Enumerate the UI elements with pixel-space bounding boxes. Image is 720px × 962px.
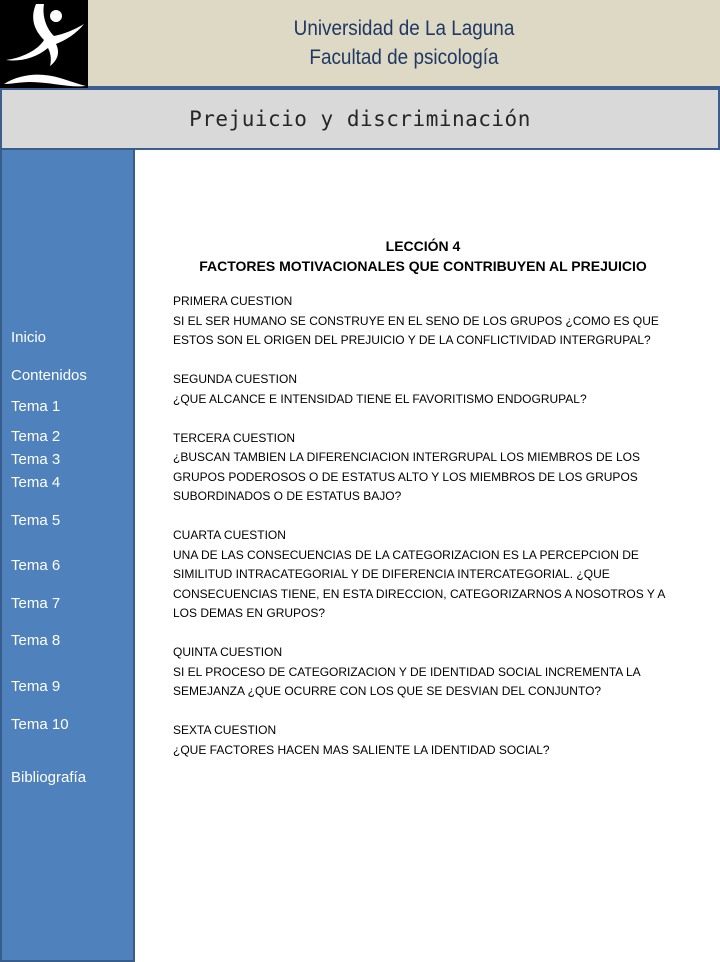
question-text: ¿BUSCAN TAMBIEN LA DIFERENCIACION INTERGRUPAL LOS MIEMBROS DE LOS GRUPOS PODEROSOS O DE ESTATUS ALTO Y LOS MIEMBROS DE LOS GRUPOS SUBORDINADOS O DE ESTATUS BAJO? xyxy=(173,450,640,503)
content-divider xyxy=(133,148,135,960)
sidebar xyxy=(0,148,135,962)
stylized-human-figure-logo-icon xyxy=(0,0,88,88)
page-title: Prejuicio y discriminación xyxy=(189,107,531,131)
lesson-number: LECCIÓN 4 xyxy=(385,238,461,254)
sidebar-item-tema-7[interactable]: Tema 7 xyxy=(11,595,61,612)
sidebar-item-tema-8[interactable]: Tema 8 xyxy=(11,632,61,649)
question-text: ¿QUE ALCANCE E INTENSIDAD TIENE EL FAVORITISMO ENDOGRUPAL? xyxy=(173,391,587,406)
question-heading: PRIMERA CUESTION xyxy=(173,294,293,308)
question-text: UNA DE LAS CONSECUENCIAS DE LA CATEGORIZACION ES LA PERCEPCION DE SIMILITUD INTRACATEGORIAL Y DE DIFERENCIA INTERCATEGORIAL. ¿QUE CONSECUENCIAS TIENE, EN ESTA DIRECCION, CATEGORIZARNOS A NOSOTROS Y A LOS DEMAS EN GRUPOS? xyxy=(173,547,665,620)
sidebar-item-tema-1[interactable]: Tema 1 xyxy=(11,398,61,415)
question-item xyxy=(173,429,673,507)
university-name: Universidad de La Laguna xyxy=(293,17,515,40)
question-text: SI EL PROCESO DE CATEGORIZACION Y DE IDENTIDAD SOCIAL INCREMENTA LA SEMEJANZA ¿QUE OCURRE CON LOS QUE SE DESVIAN DEL CONJUNTO? xyxy=(173,664,640,698)
sidebar-item-tema-6[interactable]: Tema 6 xyxy=(11,557,61,574)
sidebar-item-contenidos[interactable]: Contenidos xyxy=(11,367,87,384)
sidebar-item-tema-4[interactable]: Tema 4 xyxy=(11,474,61,491)
header xyxy=(88,0,720,88)
question-text: ¿QUE FACTORES HACEN MAS SALIENTE LA IDENTIDAD SOCIAL? xyxy=(173,742,550,757)
sidebar-item-tema-9[interactable]: Tema 9 xyxy=(11,678,61,695)
lesson-content xyxy=(173,236,673,780)
question-heading: SEGUNDA CUESTION xyxy=(173,372,298,386)
question-list xyxy=(173,292,673,760)
university-logo xyxy=(0,0,88,88)
question-heading: CUARTA CUESTION xyxy=(173,528,286,542)
question-item xyxy=(173,292,673,351)
sidebar-item-tema-10[interactable]: Tema 10 xyxy=(11,716,69,733)
question-item xyxy=(173,721,673,760)
sidebar-item-tema-5[interactable]: Tema 5 xyxy=(11,512,61,529)
sidebar-item-tema-2[interactable]: Tema 2 xyxy=(11,428,61,445)
question-text: SI EL SER HUMANO SE CONSTRUYE EN EL SENO DE LOS GRUPOS ¿COMO ES QUE ESTOS SON EL ORIGEN DEL PREJUICIO Y DE LA CONFLICTIVIDAD INTERGRUPAL? xyxy=(173,313,659,347)
question-item xyxy=(173,643,673,702)
question-heading: QUINTA CUESTION xyxy=(173,645,283,659)
question-item xyxy=(173,370,673,409)
question-heading: TERCERA CUESTION xyxy=(173,430,296,445)
question-item xyxy=(173,526,673,624)
lesson-title: FACTORES MOTIVACIONALES QUE CONTRIBUYEN AL PREJUICIO xyxy=(199,258,647,274)
faculty-name: Facultad de psicología xyxy=(309,46,499,69)
sidebar-item-bibliografia[interactable]: Bibliografía xyxy=(11,769,87,786)
question-heading: SEXTA CUESTION xyxy=(173,723,277,737)
sidebar-item-tema-3[interactable]: Tema 3 xyxy=(11,451,61,468)
sidebar-item-inicio[interactable]: Inicio xyxy=(11,329,47,346)
title-bar xyxy=(0,88,720,150)
